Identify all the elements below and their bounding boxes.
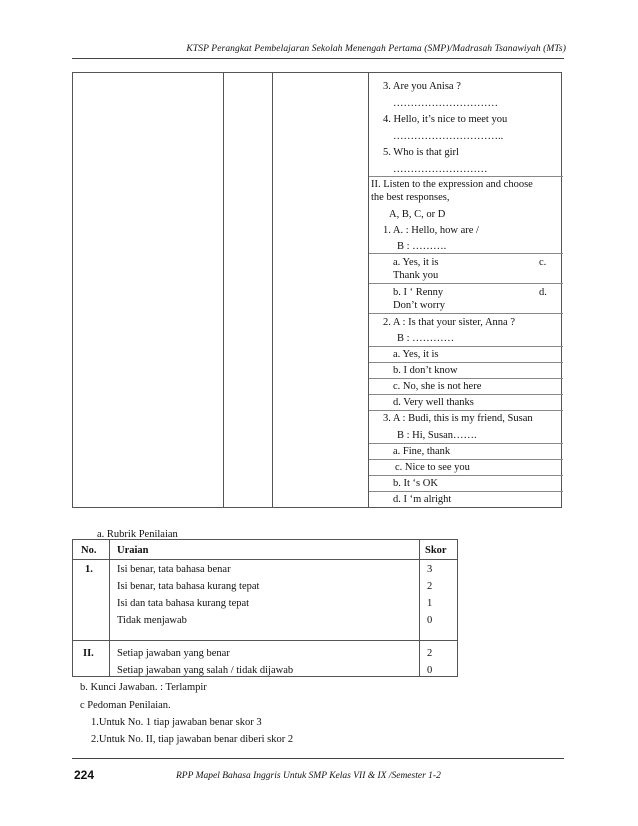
row-rule [369, 283, 563, 284]
item-2-option-a: a. Yes, it is [393, 349, 439, 360]
header-no: No. [81, 545, 97, 556]
item-1-option-b: b. I ‘ Renny [393, 287, 444, 298]
item-2-b: B : ………… [397, 333, 455, 344]
rubric-table [72, 539, 458, 677]
row-rule [73, 640, 457, 641]
row-rule [369, 443, 563, 444]
row-1-score: 3 [427, 564, 433, 575]
row-rule [369, 253, 563, 254]
column-divider [272, 73, 273, 507]
item-1-option-d: d. [539, 287, 547, 298]
row-2-score: 0 [427, 665, 433, 676]
question-4: 4. Hello, it’s nice to meet you [383, 114, 508, 125]
item-1-a: 1. A. : Hello, how are / [383, 225, 479, 236]
page-number: 224 [74, 768, 95, 782]
scoring-guide-item: 1.Untuk No. 1 tiap jawaban benar skor 3 [91, 717, 262, 728]
item-1-b: B : ………. [397, 241, 447, 252]
column-divider [368, 73, 369, 507]
column-divider [419, 540, 420, 676]
rubric-title: a. Rubrik Penilaian [97, 529, 178, 540]
row-rule [369, 176, 563, 177]
item-3-a: 3. A : Budi, this is my friend, Susan [383, 413, 533, 424]
column-divider [223, 73, 224, 507]
row-rule [369, 378, 563, 379]
item-3-option-a: a. Fine, thank [393, 446, 451, 457]
row-1-no: 1. [85, 564, 93, 575]
section-2-instruction: II. Listen to the expression and choose [371, 179, 533, 190]
footer-rule [72, 758, 564, 759]
question-3: 3. Are you Anisa ? [383, 81, 461, 92]
header-uraian: Uraian [117, 545, 149, 556]
item-2-option-c: c. No, she is not here [393, 381, 482, 392]
row-rule [369, 346, 563, 347]
header-rule [73, 559, 457, 560]
answer-blank: ………………………….. [393, 131, 504, 142]
answer-key: b. Kunci Jawaban. : Terlampir [80, 682, 207, 693]
row-1-item: Isi benar, tata bahasa kurang tepat [117, 581, 260, 592]
section-2-options: A, B, C, or D [389, 209, 446, 220]
row-1-item: Isi benar, tata bahasa benar [117, 564, 231, 575]
answer-blank: ……………………… [393, 164, 488, 175]
row-rule [369, 313, 563, 314]
page-header: KTSP Perangkat Pembelajaran Sekolah Menengah Pertama (SMP)/Madrasah Tsanawiyah (MTs) [186, 44, 566, 54]
item-3-option-c: c. Nice to see you [395, 462, 470, 473]
item-3-b: B : Hi, Susan……. [397, 430, 477, 441]
answer-blank: ………………………… [393, 98, 498, 109]
row-1-score: 0 [427, 615, 433, 626]
scoring-guide-title: c Pedoman Penilaian. [80, 700, 171, 711]
column-divider [109, 540, 110, 676]
item-1-option-a: a. Yes, it is [393, 257, 439, 268]
row-2-item: Setiap jawaban yang benar [117, 648, 230, 659]
row-1-score: 1 [427, 598, 433, 609]
item-2-option-d: d. Very well thanks [393, 397, 474, 408]
header-skor: Skor [425, 545, 447, 556]
row-2-item: Setiap jawaban yang salah / tidak dijawab [117, 665, 294, 676]
row-rule [369, 491, 563, 492]
question-5: 5. Who is that girl [383, 147, 459, 158]
row-rule [369, 459, 563, 460]
row-rule [369, 362, 563, 363]
row-2-no: II. [83, 648, 94, 659]
item-3-option-b: b. It ‘s OK [393, 478, 438, 489]
exercise-table [72, 72, 562, 508]
item-2-option-b: b. I don’t know [393, 365, 458, 376]
section-2-instruction: the best responses, [371, 192, 450, 203]
header-rule [72, 58, 564, 59]
item-2-a: 2. A : Is that your sister, Anna ? [383, 317, 515, 328]
row-1-item: Isi dan tata bahasa kurang tepat [117, 598, 250, 609]
item-1-option-c: c. [539, 257, 547, 268]
row-rule [369, 475, 563, 476]
row-rule [369, 410, 563, 411]
row-2-score: 2 [427, 648, 433, 659]
item-3-option-d: d. I ‘m alright [393, 494, 452, 505]
scoring-guide-item: 2.Untuk No. II, tiap jawaban benar diberi skor 2 [91, 734, 294, 745]
item-1-option-d-text: Don’t worry [393, 300, 446, 311]
row-1-score: 2 [427, 581, 433, 592]
row-rule [369, 394, 563, 395]
row-1-item: Tidak menjawab [117, 615, 187, 626]
page-footer: RPP Mapel Bahasa Inggris Untuk SMP Kelas VII & IX /Semester 1-2 [176, 771, 441, 781]
item-1-option-c-text: Thank you [393, 270, 439, 281]
